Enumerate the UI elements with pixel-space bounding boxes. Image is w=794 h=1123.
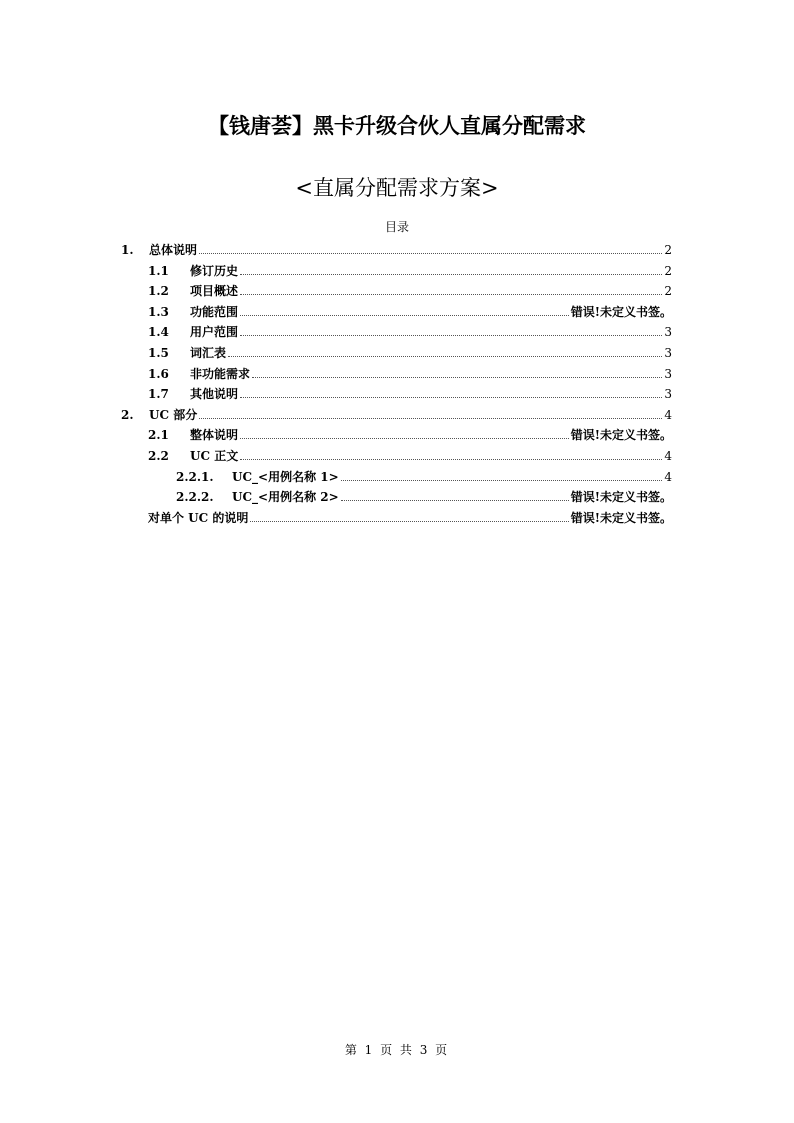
page-footer: 第 1 页 共 3 页 — [344, 1043, 450, 1057]
toc-entry-number: 1.7 — [148, 387, 169, 402]
toc-dot-leader — [252, 377, 662, 378]
toc-dot-leader — [240, 315, 569, 316]
toc-entry-page: 错误!未定义书签。 — [570, 510, 672, 525]
toc-dot-leader — [199, 418, 662, 419]
toc-dot-leader — [250, 521, 568, 522]
document-subtitle: <直属分配需求方案> — [295, 176, 499, 200]
toc-entry-label: UC 部分 — [149, 407, 198, 422]
toc-entry-page: 4 — [664, 469, 672, 484]
toc-entry[interactable] — [148, 364, 672, 384]
toc-entry-page: 4 — [664, 407, 672, 422]
toc-dot-leader — [240, 294, 662, 295]
toc-entry-number: 2.1 — [148, 428, 169, 443]
toc-entry-page: 3 — [664, 346, 672, 360]
toc-entry-page: 3 — [664, 366, 672, 381]
toc-dot-leader — [240, 438, 569, 439]
toc-entry-label: 对单个 UC 的说明 — [148, 510, 249, 525]
toc-dot-leader — [240, 335, 662, 336]
toc-entry-number: 2. — [121, 407, 134, 422]
toc-entry-number: 1.1 — [148, 263, 169, 278]
toc-entry-number: 2.2.2. — [176, 490, 214, 505]
toc-entry-page: 错误!未定义书签。 — [570, 304, 672, 319]
toc-dot-leader — [341, 480, 663, 481]
toc-entry-page: 错误!未定义书签。 — [570, 428, 672, 443]
toc-entry-page: 3 — [664, 387, 672, 402]
toc-entry-label: 整体说明 — [190, 428, 239, 443]
toc-entry-label: 修订历史 — [190, 263, 239, 278]
toc-dot-leader — [240, 459, 662, 460]
toc-entry-page: 3 — [664, 325, 672, 340]
toc-entry[interactable] — [148, 261, 672, 281]
toc-entry-number: 1.3 — [148, 304, 169, 319]
toc-dot-leader — [240, 274, 662, 275]
toc-entry[interactable] — [121, 405, 672, 425]
toc-entry-label: 用户范围 — [190, 325, 239, 340]
toc-entry[interactable] — [148, 508, 672, 528]
toc-entry[interactable] — [148, 425, 672, 445]
toc-entry-label: 总体说明 — [149, 243, 198, 257]
toc-dot-leader — [228, 356, 662, 357]
toc-entry[interactable] — [148, 446, 672, 466]
toc-entry-page: 2 — [664, 263, 672, 278]
toc-dot-leader — [240, 397, 662, 398]
toc-entry-label: UC_<用例名称 1> — [232, 469, 339, 484]
toc-entry-number: 1.5 — [148, 346, 169, 360]
toc-entry[interactable] — [148, 302, 672, 322]
toc-entry-page: 2 — [664, 243, 672, 257]
toc-entry-number: 1. — [121, 243, 134, 257]
toc-dot-leader — [341, 500, 569, 501]
toc-entry-number: 1.2 — [148, 284, 169, 299]
toc-entry[interactable] — [148, 322, 672, 342]
toc-entry-number: 1.4 — [148, 325, 169, 340]
toc-entry[interactable] — [121, 240, 672, 260]
toc-entry-page: 4 — [664, 449, 672, 463]
toc-entry-number: 2.2.1. — [176, 469, 214, 484]
toc-entry[interactable] — [148, 343, 672, 363]
toc-entry[interactable] — [148, 384, 672, 404]
toc-entry-label: UC 正文 — [190, 449, 239, 463]
toc-entry-number: 2.2 — [148, 449, 169, 463]
toc-entry-number: 1.6 — [148, 366, 169, 381]
toc-heading: 目录 — [384, 220, 409, 234]
toc-dot-leader — [199, 253, 662, 254]
toc-entry-label: 词汇表 — [190, 346, 227, 360]
toc-entry-label: 非功能需求 — [190, 366, 251, 381]
toc-entry[interactable] — [148, 281, 672, 301]
toc-entry[interactable] — [176, 487, 672, 507]
toc-entry[interactable] — [176, 467, 672, 487]
toc-entry-page: 错误!未定义书签。 — [570, 490, 672, 505]
document-title: 【钱唐荟】黑卡升级合伙人直属分配需求 — [208, 113, 586, 138]
toc-entry-label: 其他说明 — [190, 387, 239, 402]
toc-entry-page: 2 — [664, 284, 672, 299]
toc-entry-label: 功能范围 — [190, 304, 239, 319]
toc-entry-label: 项目概述 — [190, 284, 239, 299]
toc-entry-label: UC_<用例名称 2> — [232, 490, 339, 505]
